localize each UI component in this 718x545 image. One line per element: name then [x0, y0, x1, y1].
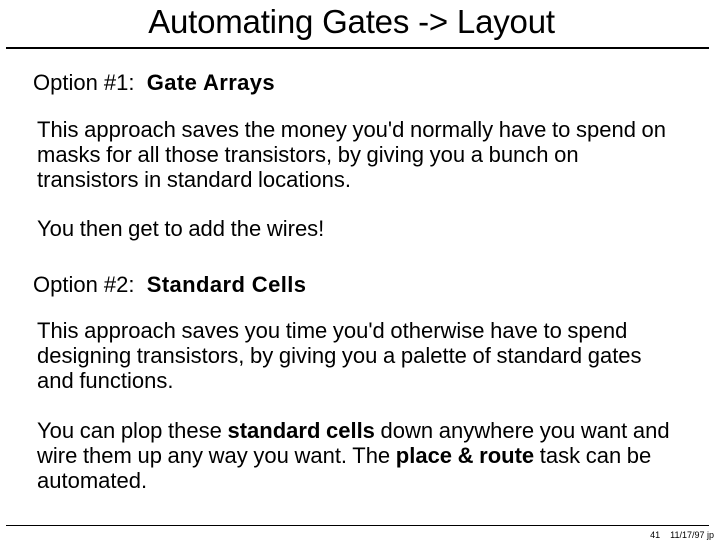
option-1-description: This approach saves the money you'd normally have to spend on masks for all those transistors, by giving you a bunch on transistors in standard locations. [37, 117, 667, 192]
option-2-heading [33, 272, 306, 298]
page-number: 41 [650, 530, 661, 540]
slide-title: Automating Gates -> Layout [148, 3, 555, 40]
option-2-note-text-2: down anywhere you want and wire them up any way you want. The [37, 418, 670, 468]
footer-date-author: 11/17/97 jp [670, 530, 714, 540]
option-2-note-text-1: You can plop these [37, 418, 228, 443]
option-1-name: Gate Arrays [146, 70, 276, 95]
option-2-note-text-3: task can be automated. [37, 443, 652, 493]
option-2-note-bold-1: standard cells [227, 418, 375, 443]
title-divider [6, 47, 709, 49]
option-2-name: Standard Cells [146, 272, 307, 297]
footer [650, 530, 714, 541]
option-2-label: Option #2: [33, 272, 135, 297]
option-2-note-bold-2: place & route [395, 443, 535, 468]
option-2-note [37, 418, 677, 493]
option-1-note: You then get to add the wires! [37, 216, 325, 241]
option-2-description: This approach saves you time you'd otherwise have to spend designing transistors, by giving you a palette of standard gates and functions. [37, 318, 642, 393]
option-1-heading [33, 70, 275, 96]
footer-divider [6, 525, 709, 526]
option-1-label: Option #1: [33, 70, 135, 95]
